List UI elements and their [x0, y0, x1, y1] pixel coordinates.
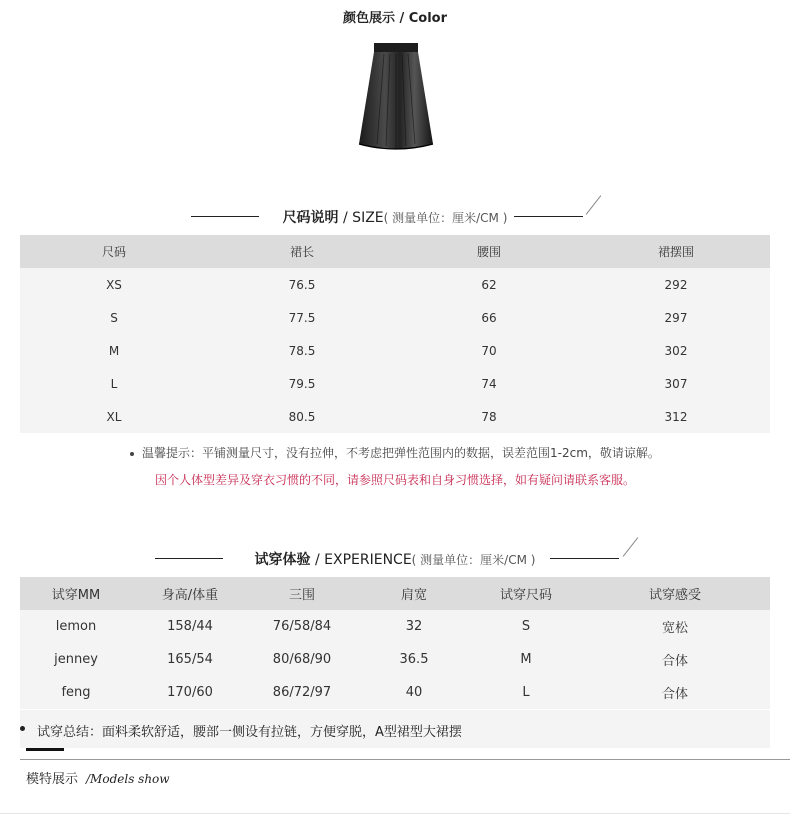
table-cell: 307	[664, 376, 688, 391]
table-cell: 32	[405, 619, 423, 634]
table-cell: XL	[106, 409, 122, 424]
table-cell: 292	[664, 277, 688, 292]
table-cell: M	[520, 652, 532, 667]
table-cell: 170/60	[167, 685, 213, 700]
table-row	[20, 334, 770, 367]
table-cell: S	[521, 619, 531, 634]
experience-summary	[20, 710, 770, 748]
table-cell: 312	[664, 409, 688, 424]
table-cell: 36.5	[399, 652, 429, 667]
table-cell: M	[108, 343, 120, 358]
header-cell: 试穿MM	[51, 588, 101, 603]
table-row	[20, 268, 770, 301]
table-header-row	[20, 577, 770, 610]
table-cell: 158/44	[167, 619, 213, 634]
divider	[0, 813, 790, 814]
size-note	[0, 444, 790, 461]
table-cell: lemon	[55, 619, 97, 634]
table-cell: 66	[481, 310, 497, 325]
bullet-icon	[130, 452, 134, 456]
table-cell: 78.5	[288, 343, 316, 358]
models-accent-bar	[26, 748, 64, 751]
table-cell: 86/72/97	[272, 685, 332, 700]
size-section-heading	[0, 207, 790, 227]
table-cell: 76.5	[288, 277, 316, 292]
size-note-text: 温馨提示：平铺测量尺寸，没有拉伸，不考虑把弹性范围内的数据，误差范围1-2cm，敬请谅解。	[142, 446, 660, 460]
models-label-cn: 模特展示	[26, 772, 79, 787]
size-warning: 因个人体型差异及穿衣习惯的不同，请参照尺码表和自身习惯选择，如有疑问请联系客服。	[154, 473, 635, 487]
color-title: 颜色展示 / Color	[342, 11, 448, 26]
experience-title-cn: 试穿体验	[254, 552, 311, 568]
header-cell: 裙摆围	[657, 245, 694, 259]
table-cell: jenney	[54, 652, 98, 667]
header-cell: 裙长	[289, 245, 314, 259]
table-cell: 80.5	[288, 409, 316, 424]
size-title-cn: 尺码说明	[282, 210, 339, 226]
summary-text: 试穿总结：面料柔软舒适，腰部一侧设有拉链，方便穿脱，A型裙型大裙摆	[37, 725, 462, 740]
table-cell: L	[522, 685, 530, 700]
table-cell: 76/58/84	[272, 619, 332, 634]
header-cell: 尺码	[101, 245, 126, 259]
models-label-en: /Models show	[86, 772, 170, 786]
experience-section-heading	[0, 549, 790, 569]
table-cell: 297	[664, 310, 688, 325]
size-table	[20, 235, 770, 433]
table-row	[20, 676, 770, 709]
experience-title-en: / EXPERIENCE	[310, 552, 412, 568]
table-row	[20, 367, 770, 400]
table-cell: 79.5	[288, 376, 316, 391]
table-cell: feng	[61, 685, 91, 700]
table-cell: 78	[481, 409, 497, 424]
table-cell: XS	[106, 277, 122, 292]
header-cell: 试穿感受	[648, 588, 701, 603]
table-cell: 77.5	[288, 310, 316, 325]
header-cell: 三围	[288, 588, 315, 603]
header-cell: 肩宽	[400, 588, 427, 603]
table-row	[20, 400, 770, 433]
table-cell: 62	[481, 277, 497, 292]
table-row	[20, 301, 770, 334]
divider	[20, 759, 790, 760]
table-cell: 74	[481, 376, 497, 391]
table-cell: 合体	[661, 687, 688, 702]
table-cell: 302	[664, 343, 688, 358]
table-row	[20, 610, 770, 643]
header-cell: 身高/体重	[161, 588, 219, 603]
table-cell: 80/68/90	[272, 652, 332, 667]
bullet-icon	[20, 726, 25, 731]
skirt-product-image	[357, 40, 435, 154]
table-row	[20, 643, 770, 676]
table-cell: 70	[481, 343, 497, 358]
table-cell: L	[110, 376, 118, 391]
header-cell: 试穿尺码	[499, 588, 552, 603]
experience-unit: ( 测量单位：厘米/CM )	[411, 553, 536, 567]
header-cell: 腰围	[476, 245, 501, 259]
table-cell: S	[110, 310, 118, 325]
experience-table	[20, 577, 770, 709]
table-cell: 165/54	[167, 652, 213, 667]
size-title-en: / SIZE	[338, 210, 384, 226]
models-label	[26, 768, 170, 787]
table-cell: 宽松	[661, 621, 688, 636]
table-cell: 40	[405, 685, 423, 700]
size-unit: ( 测量单位：厘米/CM )	[383, 211, 508, 225]
table-header-row	[20, 235, 770, 268]
table-cell: 合体	[661, 654, 688, 669]
